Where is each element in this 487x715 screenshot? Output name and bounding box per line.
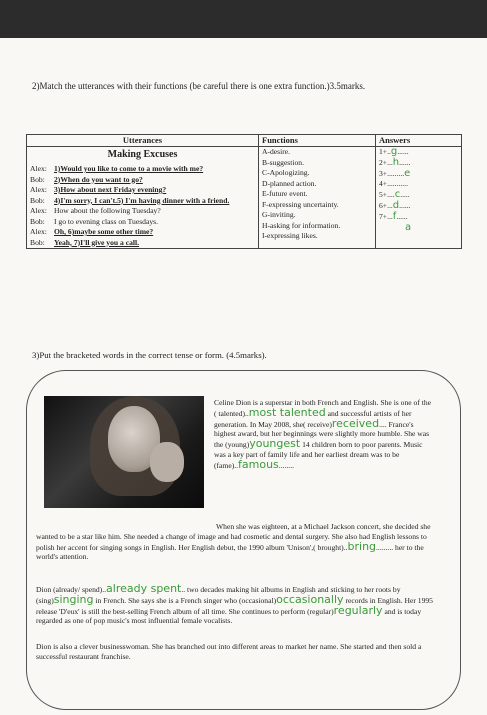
col-utterances: Utterances — [27, 135, 259, 147]
col-functions: Functions — [259, 135, 376, 147]
dialog-line: Bob: Yeah, 7)I'll give you a call. — [30, 237, 140, 247]
answer-youngest: youngest — [249, 437, 301, 451]
extra-answer: a — [405, 221, 412, 233]
question-3-title: 3)Put the bracketed words in the correct tense or form. (4.5marks). — [32, 350, 267, 360]
paragraph-2: When she was eighteen, at a Michael Jackson concert, she decided she wanted to be a star like him. She needed a change of image and had cosmetic and dental surgery. She also had English lessons to polish her accent for singing songs in English. Her English debut, the 1990 album 'Unison',( brought)..bring......... her to the world's attention. — [36, 522, 431, 562]
answer-row: 1+.. g ...... — [379, 146, 409, 157]
function-item: G-inviting. — [262, 210, 296, 219]
answer-famous: famous — [238, 457, 279, 471]
function-item: B-suggestion. — [262, 157, 304, 167]
answer-most-talented: most talented — [248, 405, 326, 419]
dialog-title: Making Excuses — [107, 149, 178, 160]
paragraph-3: Dion (already/ spend)..already spent.. two decades making hit albums in English and sticking to her roots by (sing)singing in French. She says she is a French singer who (occasional)occasionally records in English. Her 1995 release 'D'eux' is still the best-selling French album of all time. She continues to perform (regular)regularly and is today regarded as one of pop music's most influential female vocalists. — [36, 582, 433, 626]
answers-cell — [376, 147, 462, 249]
dialog-line: Alex: Oh, 6)maybe some other time? — [30, 227, 154, 236]
answer-singing: singing — [53, 592, 94, 606]
answer-row: 7+... f ...... — [379, 210, 408, 222]
function-item: A-desire. — [262, 147, 291, 156]
answer-row: 2+... h ...... — [379, 156, 411, 168]
functions-cell — [259, 147, 376, 249]
paragraph-4: Dion is also a clever businesswoman. She has branched out into different areas to market her name. She started and then sold a successful restaurant franchise. — [36, 642, 422, 661]
matching-table — [26, 134, 462, 249]
question-2-title: 2)Match the utterances with their functions (be careful there is one extra function.)3.5marks. — [32, 81, 366, 91]
dialog-line: Alex: 3)How about next Friday evening? — [30, 185, 167, 194]
dialog-line: Bob: 4)I'm sorry, I can't.5) I'm having dinner with a friend. — [30, 195, 230, 205]
answer-row: 4+........... — [379, 179, 408, 189]
answer-regularly: regularly — [333, 603, 383, 617]
dialog-line: Bob: 2)When do you want to go? — [30, 174, 143, 184]
dialog-line: Alex: How about the following Tuesday? — [30, 206, 161, 215]
answer-bring: bring — [347, 539, 377, 553]
function-item: F-expressing uncertainty. — [262, 199, 339, 209]
function-item: C-Apologizing. — [262, 168, 310, 177]
answer-row: 3+......... e — [379, 167, 411, 179]
dialog-cell — [27, 147, 259, 249]
function-item: H-asking for information. — [262, 220, 341, 230]
dialog-line: Bob: I go to evening class on Tuesdays. — [30, 216, 158, 226]
answer-already-spent: already spent — [106, 582, 182, 595]
paragraph-1: Celine Dion is a superstar in both French and English. She is one of the ( talented)..most talented and successful artists of her generation. In May 2008, she( receive)received.... France's highest award, but her beginnings were slightly more humble. She was the (young)youngest 14 children born to poor parents. Music was a key part of family life and her earliest dream was to be (fame)..famous........ — [214, 398, 432, 471]
singer-photo — [44, 396, 204, 508]
answer-occasionally: occasionally — [276, 592, 344, 606]
function-item: E-future event. — [262, 189, 308, 198]
answer-row: 5+.... c ..... — [379, 189, 410, 201]
answer-row: 6+... d ...... — [379, 199, 411, 211]
function-item: D-planned action. — [262, 178, 317, 188]
answer-received: received — [331, 416, 380, 430]
dialog-line: Alex: 1)Would you like to come to a movie with me? — [30, 164, 204, 173]
function-item: I-expressing likes. — [262, 231, 318, 240]
col-answers: Answers — [376, 135, 462, 147]
top-dark-band — [0, 0, 487, 38]
